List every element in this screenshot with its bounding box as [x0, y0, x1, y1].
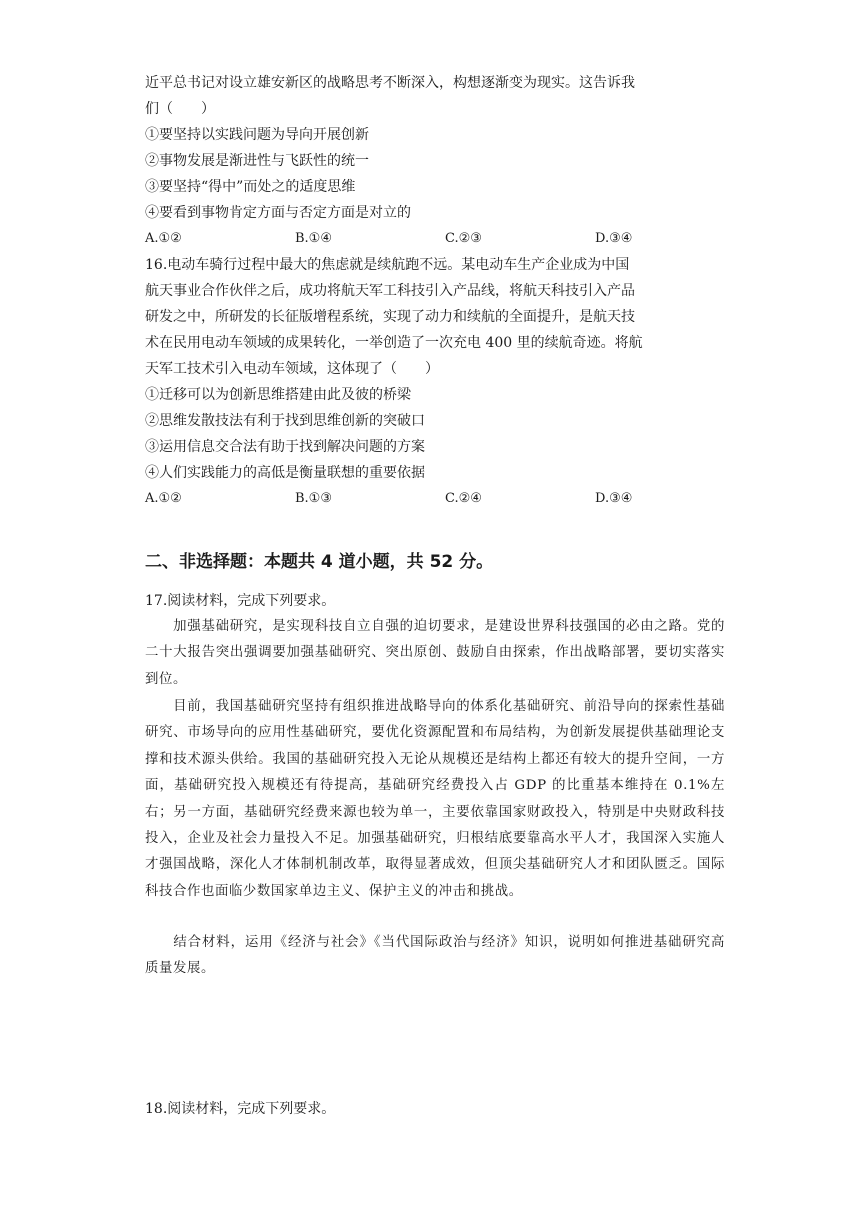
q17-intro: 17.阅读材料，完成下列要求。 — [145, 593, 336, 609]
q16-stem-line-4: 术在民用电动车领域的成果转化，一举创造了一次充电 400 里的续航奇迹。将航 — [145, 335, 643, 351]
q16-option-c: C.②④ — [445, 491, 482, 506]
q16-item-2: ②思维发散技法有利于找到思维创新的突破口 — [145, 413, 425, 429]
q16-stem-line-2: 航天事业合作伙伴之后，成功将航天军工科技引入产品线，将航天科技引入产品 — [145, 283, 635, 299]
q16-option-a: A.①② — [145, 491, 182, 506]
q17-para1-text: 加强基础研究，是实现科技自立自强的迫切要求，是建设世界科技强国的必由之路。党的二十大报告突出强调要加强基础研究、突出原创、鼓励自由探索，作出战略部署，要切实落实到位。 — [145, 619, 725, 687]
q16-item-4: ④人们实践能力的高低是衡量联想的重要依据 — [145, 465, 425, 481]
q15-option-c: C.②③ — [445, 231, 482, 246]
q15-item-2: ②事物发展是渐进性与飞跃性的统一 — [145, 153, 369, 169]
q17-question — [145, 930, 725, 983]
q15-option-a: A.①② — [145, 231, 182, 246]
q15-option-b: B.①④ — [295, 231, 332, 246]
section-2-heading: 二、非选择题：本题共 4 道小题，共 52 分。 — [145, 552, 494, 572]
q15-stem-line-1: 近平总书记对设立雄安新区的战略思考不断深入，构想逐渐变为现实。这告诉我 — [145, 75, 635, 91]
q18-intro: 18.阅读材料，完成下列要求。 — [145, 1101, 336, 1117]
q15-option-d: D.③④ — [595, 231, 633, 246]
q17-material-paragraph-1 — [145, 614, 725, 693]
q16-item-1: ①迁移可以为创新思维搭建由此及彼的桥梁 — [145, 387, 411, 403]
q16-stem-line-5: 天军工技术引入电动车领域，这体现了（ ） — [145, 361, 439, 377]
q16-stem-line-1: 16.电动车骑行过程中最大的焦虑就是续航跑不远。某电动车生产企业成为中国 — [145, 257, 630, 273]
q17-material-paragraph-2 — [145, 694, 725, 905]
q16-option-d: D.③④ — [595, 491, 633, 506]
q15-item-4: ④要看到事物肯定方面与否定方面是对立的 — [145, 205, 411, 221]
q17-question-text: 结合材料，运用《经济与社会》《当代国际政治与经济》知识，说明如何推进基础研究高质量发展。 — [145, 935, 725, 977]
q15-item-1: ①要坚持以实践问题为导向开展创新 — [145, 127, 369, 143]
q17-para2-text: 目前，我国基础研究坚持有组织推进战略导向的体系化基础研究、前沿导向的探索性基础研究、市场导向的应用性基础研究，要优化资源配置和布局结构，为创新发展提供基础理论支撑和技术源头供给。我国的基础研究投入无论从规模还是结构上都还有较大的提升空间，一方面，基础研究投入规模还有待提高，基础研究经费投入占 GDP 的比重基本维持在 0.1%左右；另一方面，基础研究经费来源也较为单一，主要依靠国家财政投入，特别是中央财政科技投入，企业及社会力量投入不足。加强基础研究，归根结底要靠高水平人才，我国深入实施人才强国战略，深化人才体制机制改革，取得显著成效，但顶尖基础研究人才和团队匮乏。国际科技合作也面临少数国家单边主义、保护主义的冲击和挑战。 — [145, 699, 725, 899]
q15-stem-line-2: 们（ ） — [145, 101, 215, 117]
q16-option-b: B.①③ — [295, 491, 332, 506]
q15-item-3: ③要坚持“得中”而处之的适度思维 — [145, 179, 356, 195]
q16-stem-line-3: 研发之中，所研发的长征版增程系统，实现了动力和续航的全面提升，是航天技 — [145, 309, 635, 325]
q16-item-3: ③运用信息交合法有助于找到解决问题的方案 — [145, 439, 425, 455]
answer-space — [145, 986, 725, 1086]
